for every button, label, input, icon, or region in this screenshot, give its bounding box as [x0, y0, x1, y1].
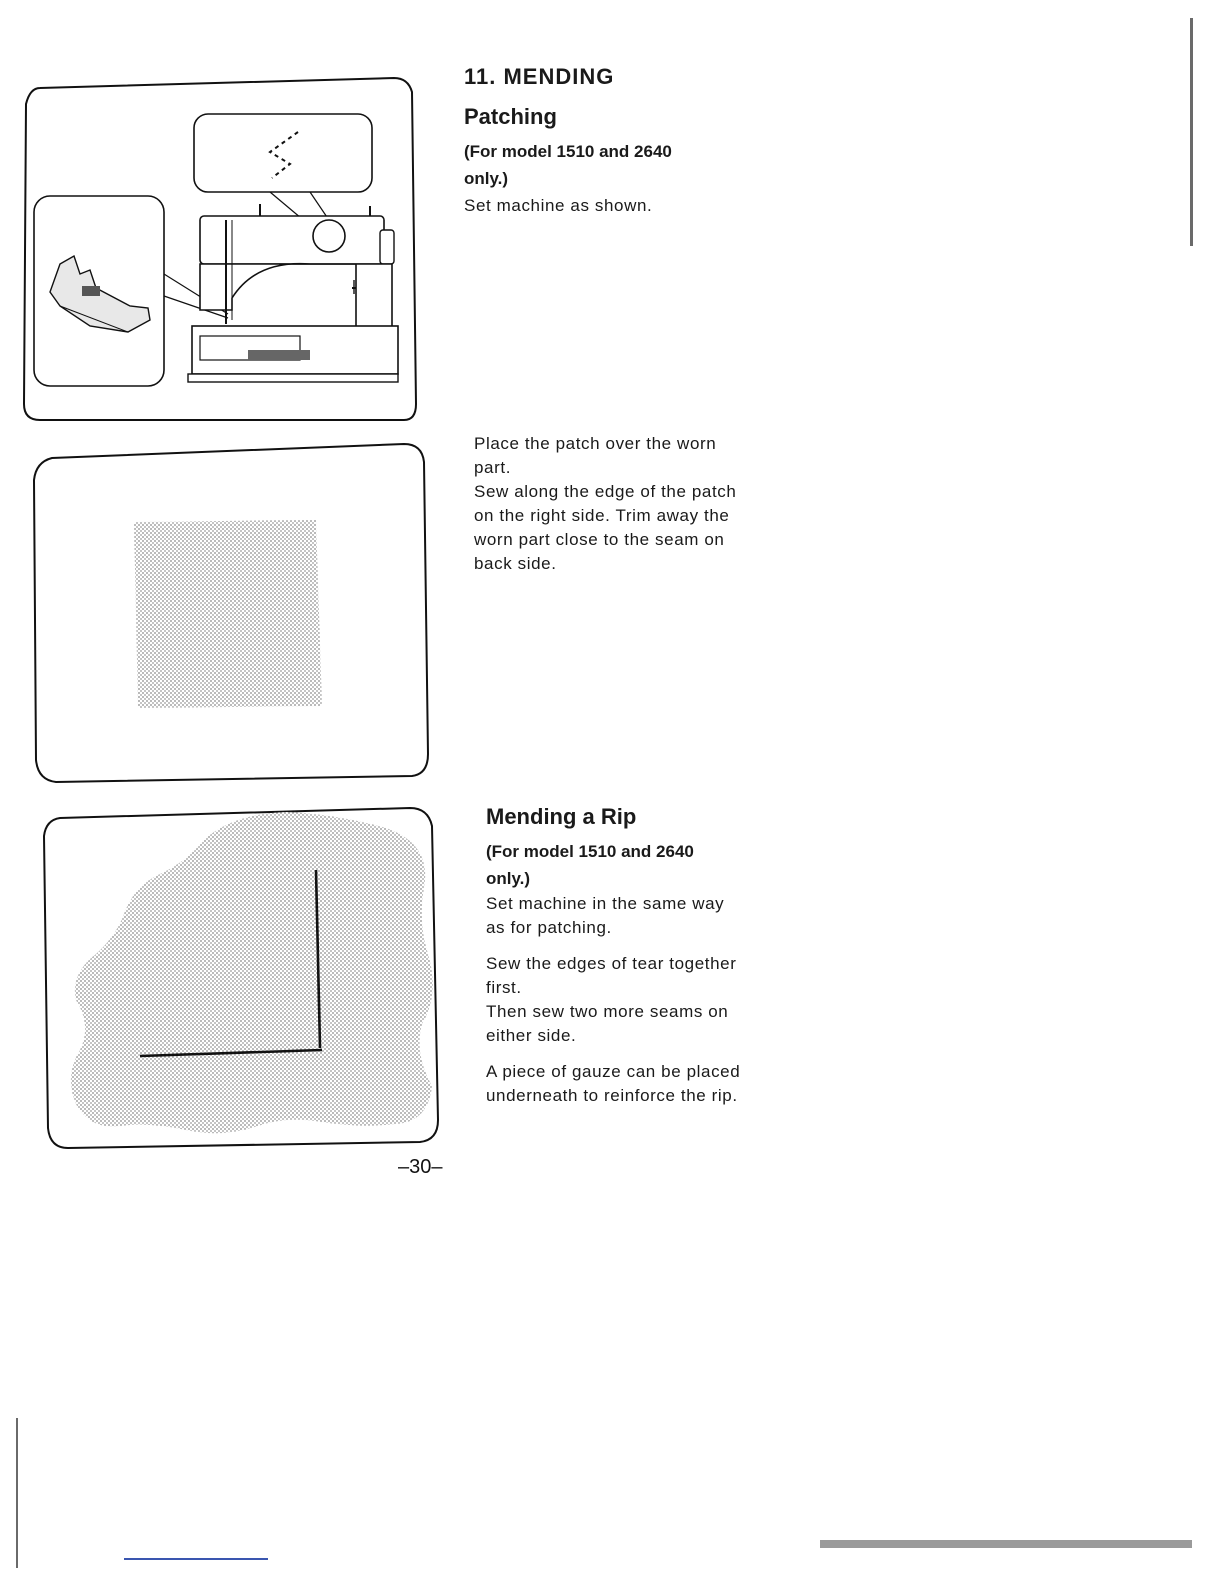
- rip-step-4-line: underneath to reinforce the rip.: [486, 1086, 738, 1105]
- patching-step-3-line: worn part close to the seam on: [474, 530, 725, 549]
- scan-edge-left: [16, 1418, 18, 1568]
- rip-step-1-line: as for patching.: [486, 918, 612, 937]
- scan-edge-bottom: [820, 1540, 1192, 1548]
- patching-note-line: only.): [464, 169, 509, 188]
- patching-title: Patching: [464, 104, 557, 129]
- rip-step-2-line: first.: [486, 978, 522, 997]
- patching-instructions: [474, 432, 774, 576]
- rip-illustration-panel: [36, 804, 446, 1154]
- rip-step-4-line: A piece of gauze can be placed: [486, 1062, 741, 1081]
- page-number: –30–: [398, 1156, 443, 1178]
- patching-note-line: (For model 1510 and 2640: [464, 142, 672, 161]
- rip-note-line: (For model 1510 and 2640: [486, 842, 694, 861]
- patching-step-3-line: Sew along the edge of the patch: [474, 482, 737, 501]
- rip-step-3-line: Then sew two more seams on: [486, 1002, 729, 1021]
- patch-illustration-panel: [30, 440, 432, 790]
- patching-step-2-line: part.: [474, 458, 512, 477]
- sewing-machine-icon: [188, 204, 398, 382]
- torn-fabric: [71, 812, 433, 1133]
- rip-step-3-line: either side.: [486, 1026, 577, 1045]
- rip-title: Mending a Rip: [486, 804, 637, 829]
- patching-step-1: Set machine as shown.: [464, 196, 653, 215]
- scan-line-blue: [124, 1558, 268, 1560]
- patching-step-3-line: on the right side. Trim away the: [474, 506, 730, 525]
- rip-model-note: [486, 838, 761, 892]
- mending-text-block: [464, 64, 764, 218]
- machine-illustration-panel: [20, 74, 422, 424]
- patching-step-3-line: back side.: [474, 554, 557, 573]
- patching-model-note: [464, 138, 739, 192]
- rip-note-line: only.): [486, 869, 531, 888]
- rip-text-block: [486, 790, 786, 1108]
- rip-step-1-line: Set machine in the same way: [486, 894, 725, 913]
- patch-fabric: [134, 520, 322, 708]
- section-title: 11. MENDING: [464, 64, 615, 89]
- scan-edge-right: [1190, 18, 1193, 246]
- rip-step-2-line: Sew the edges of tear together: [486, 954, 737, 973]
- patching-step-2-line: Place the patch over the worn: [474, 434, 717, 453]
